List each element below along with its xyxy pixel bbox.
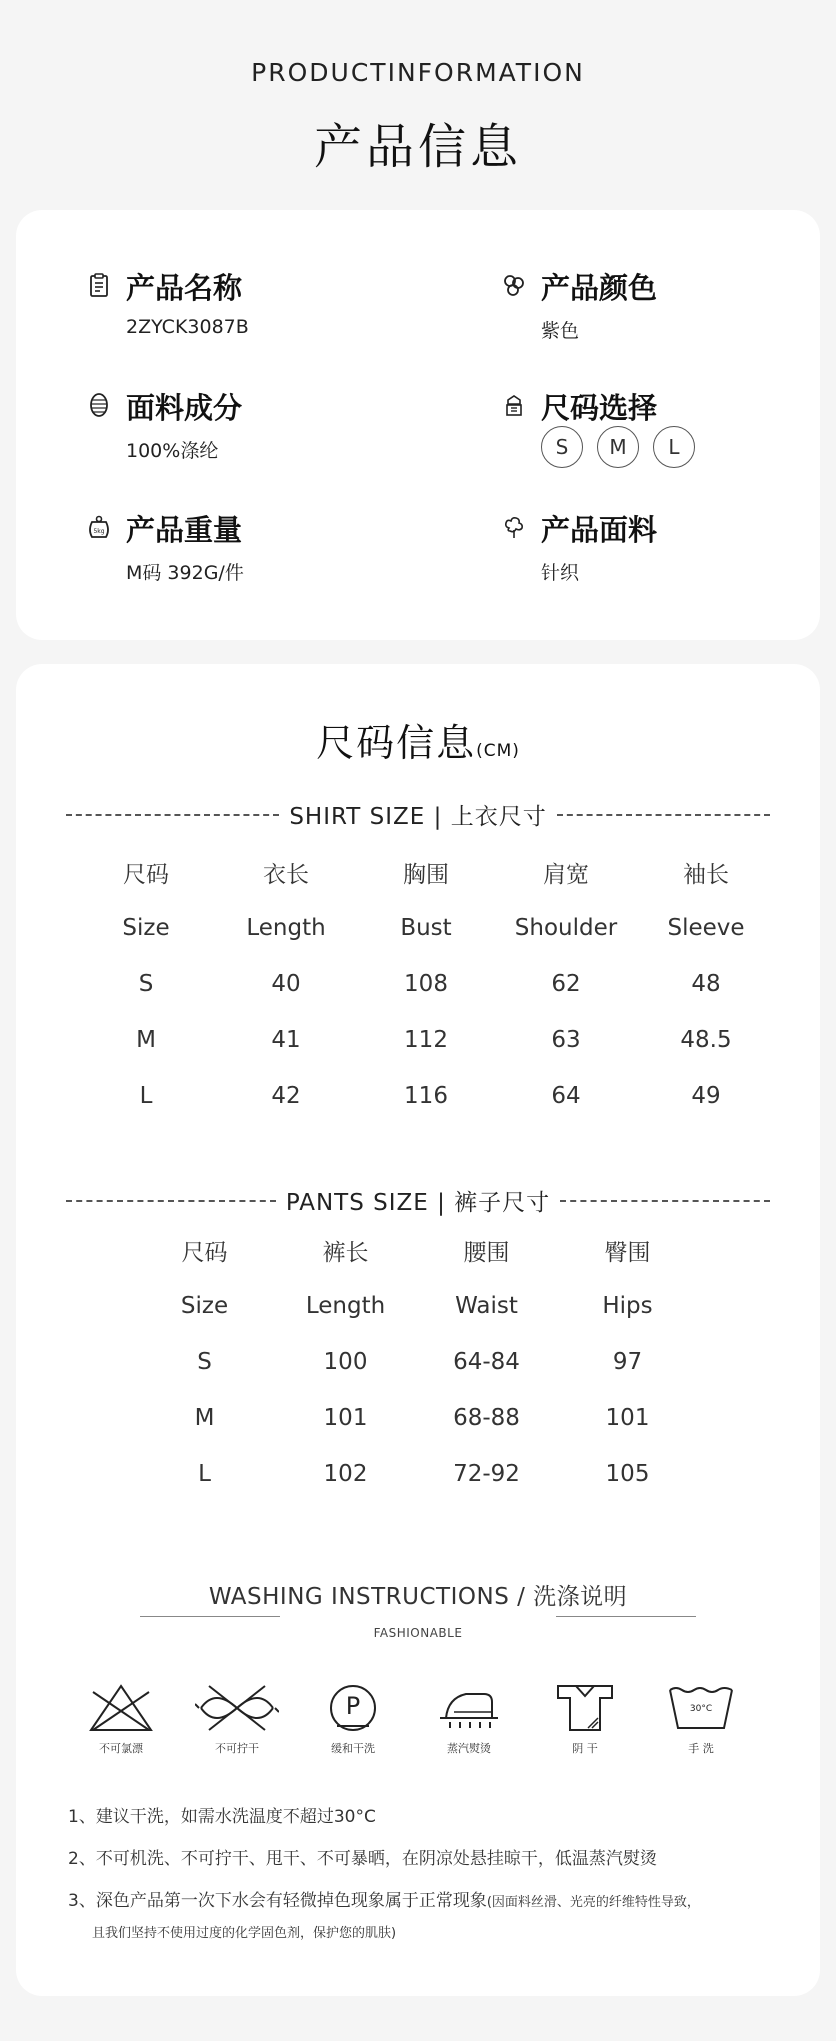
header-cell: 胸围 [403, 861, 449, 888]
pants-size-heading-text: PANTS SIZE | 裤子尺寸 [285, 1190, 551, 1216]
header-cell: Size [180, 1293, 229, 1319]
header-cell: 腰围 [463, 1239, 510, 1266]
table-cell: 62 [551, 971, 581, 997]
table-cell: M [194, 1405, 215, 1431]
no-wring-icon [195, 1682, 279, 1734]
header-cell: 袖长 [683, 861, 729, 888]
divider [66, 814, 279, 816]
table-cell: 108 [404, 971, 448, 997]
product-name-label: 产品名称 [126, 271, 243, 305]
table-cell: 63 [551, 1027, 581, 1053]
dry-clean-glyph: P [345, 1692, 361, 1720]
table-cell: L [139, 1083, 153, 1109]
table-row [134, 1390, 698, 1446]
header-cell: 臀围 [604, 1239, 651, 1266]
divider [560, 1200, 770, 1202]
table-cell: 112 [404, 1027, 448, 1053]
header-cell: 尺码 [181, 1239, 228, 1266]
page-title: 产品信息 [313, 119, 522, 175]
table-row [76, 1012, 776, 1068]
table-cell: 48 [691, 971, 721, 997]
header-cell: 肩宽 [543, 861, 589, 888]
shirt-size-heading [66, 798, 770, 831]
note-3-line2: 且我们坚持不使用过度的化学固色剂，保护您的肌肤) [92, 1926, 397, 1941]
table-header-en [76, 900, 776, 956]
product-weight-label: 产品重量 [126, 513, 243, 547]
header-cell: Length [246, 915, 326, 941]
size-info-title [16, 712, 820, 767]
table-cell: 101 [323, 1405, 368, 1431]
header-cell: Sleeve [667, 915, 745, 941]
divider [557, 814, 770, 816]
divider [66, 1200, 276, 1202]
note-3 [68, 1886, 700, 1911]
table-cell: S [138, 971, 154, 997]
shirt-size-heading-text: SHIRT SIZE | 上衣尺寸 [289, 804, 547, 830]
table-row [76, 956, 776, 1012]
table-cell: M [136, 1027, 156, 1053]
color-palette-icon [501, 272, 527, 298]
table-cell: 97 [612, 1349, 643, 1375]
steam-iron-icon [436, 1682, 502, 1734]
size-options [541, 426, 695, 468]
size-option-s[interactable]: S [541, 426, 583, 468]
table-cell: 41 [271, 1027, 301, 1053]
product-material-value: 针织 [541, 562, 580, 584]
shade-dry-label: 阴 干 [572, 1742, 598, 1755]
table-row [134, 1334, 698, 1390]
steam-iron-item [414, 1682, 524, 1756]
table-row [134, 1446, 698, 1502]
note-2: 2、不可机洗、不可拧干、甩干、不可暴晒，在阴凉处悬挂晾干，低温蒸汽熨烫 [68, 1849, 657, 1869]
product-weight-value: M码 392G/件 [126, 562, 244, 584]
table-cell: 68-88 [453, 1405, 520, 1431]
size-select-label: 尺码选择 [541, 391, 658, 425]
table-cell: L [198, 1461, 211, 1487]
washing-title: WASHING INSTRUCTIONS / 洗涤说明 [208, 1584, 628, 1610]
pants-size-table [134, 1222, 698, 1502]
page-subtitle-en: PRODUCTINFORMATION [251, 58, 585, 87]
clipboard-icon [86, 272, 112, 298]
product-info-card [16, 210, 820, 640]
table-cell: 105 [605, 1461, 650, 1487]
product-color-value: 紫色 [541, 320, 580, 342]
size-chart-icon [501, 392, 527, 418]
no-bleach-item [66, 1682, 176, 1756]
header-cell: Bust [400, 915, 452, 941]
dry-clean-item [298, 1682, 408, 1756]
no-wring-item [182, 1682, 292, 1756]
product-color-label: 产品颜色 [541, 271, 658, 305]
header-cell: Size [122, 915, 170, 941]
table-cell: S [197, 1349, 212, 1375]
steam-iron-label: 蒸汽熨烫 [447, 1742, 491, 1755]
table-header-cn [134, 1222, 698, 1278]
product-material-label: 产品面料 [541, 513, 658, 547]
divider [140, 1616, 280, 1617]
svg-text:5kg: 5kg [93, 528, 105, 535]
header-cell: 衣长 [263, 861, 309, 888]
table-cell: 116 [404, 1083, 448, 1109]
table-cell: 100 [323, 1349, 368, 1375]
table-cell: 64-84 [453, 1349, 520, 1375]
size-unit: (CM) [476, 741, 520, 761]
header-cell: 尺码 [123, 861, 169, 888]
table-cell: 49 [691, 1083, 721, 1109]
size-option-l[interactable]: L [653, 426, 695, 468]
fabric-composition-label: 面料成分 [126, 391, 243, 425]
yarn-spool-icon [86, 392, 112, 418]
dry-clean-label: 缓和干洗 [331, 1742, 375, 1755]
hand-wash-glyph: 30°C [689, 1704, 713, 1714]
header-cell: Hips [602, 1293, 653, 1319]
size-option-m[interactable]: M [597, 426, 639, 468]
size-info-card [16, 664, 820, 1996]
table-cell: 101 [605, 1405, 650, 1431]
table-header-cn [76, 844, 776, 900]
table-cell: 102 [323, 1461, 368, 1487]
header-cell: Length [305, 1293, 386, 1319]
header-cell: Shoulder [514, 915, 618, 941]
table-header-en [134, 1278, 698, 1334]
table-cell: 48.5 [680, 1027, 732, 1053]
weight-icon [86, 514, 112, 540]
cotton-icon [501, 514, 527, 540]
no-bleach-label: 不可氯漂 [99, 1742, 143, 1755]
hand-wash-item [646, 1682, 756, 1756]
pants-size-heading [66, 1184, 770, 1217]
size-info-title-text: 尺码信息 [316, 721, 477, 765]
note-3-text: 3、深色产品第一次下水会有轻微掉色现象属于正常现象 [68, 1891, 487, 1911]
table-row [76, 1068, 776, 1124]
no-wring-label: 不可拧干 [215, 1742, 259, 1755]
fabric-composition-value: 100%涤纶 [126, 440, 219, 462]
no-bleach-icon [85, 1682, 157, 1734]
table-cell: 40 [271, 971, 301, 997]
shade-dry-item [530, 1682, 640, 1756]
hand-wash-label: 手 洗 [688, 1742, 714, 1755]
header-cell: 裤长 [322, 1239, 369, 1266]
shade-dry-icon [552, 1682, 618, 1734]
table-cell: 42 [271, 1083, 301, 1109]
note-3-small: (因面料丝滑、光亮的纤维特性导致， [486, 1895, 700, 1910]
divider [556, 1616, 696, 1617]
header-cell: Waist [455, 1293, 518, 1319]
shirt-size-table [76, 844, 776, 1124]
product-name-value: 2ZYCK3087B [126, 316, 249, 338]
note-1: 1、建议干洗，如需水洗温度不超过30°C [68, 1807, 376, 1827]
washing-subtitle: FASHIONABLE [373, 1626, 463, 1640]
table-cell: 72-92 [453, 1461, 520, 1487]
table-cell: 64 [551, 1083, 581, 1109]
